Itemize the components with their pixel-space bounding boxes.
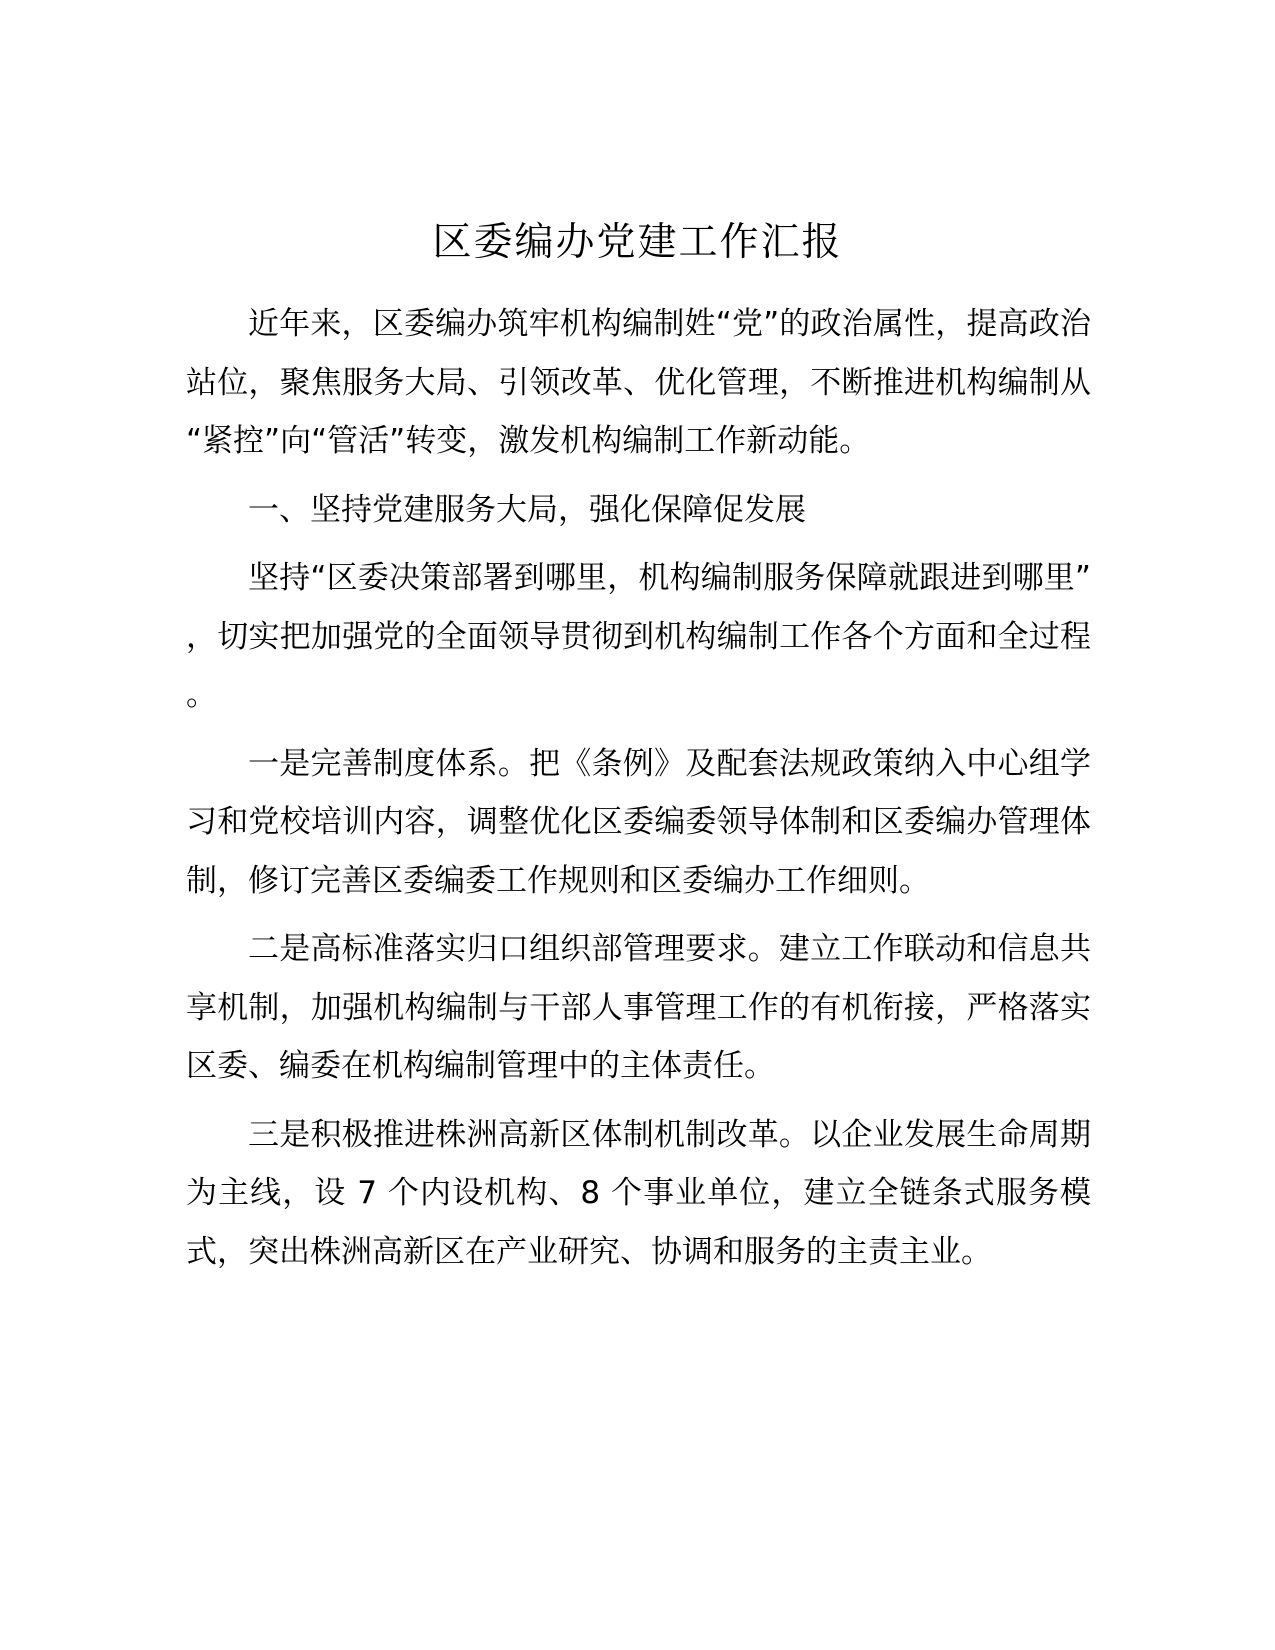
document-body [186,295,1091,1291]
paragraph-point-3: 三是积极推进株洲高新区体制机制改革。以企业发展生命周期为主线，设 7 个内设机构、8 个事业单位，建立全链条式服务模式，突出株洲高新区在产业研究、协调和服务的主责主业。 [186,1116,1091,1270]
paragraph-point-1: 一是完善制度体系。把《条例》及配套法规政策纳入中心组学习和党校培训内容，调整优化区委编委领导体制和区委编办管理体制，修订完善区委编委工作规则和区委编办工作细则。 [186,745,1091,899]
paragraph-intro: 近年来，区委编办筑牢机构编制姓“党”的政治属性，提高政治站位，聚焦服务大局、引领改革、优化管理，不断推进机构编制从“紧控”向“管活”转变，激发机构编制工作新动能。 [186,306,1091,459]
section-heading-1: 一、坚持党建服务大局，强化保障促发展 [248,491,806,528]
document-title: 区委编办党建工作汇报 [432,220,843,265]
paragraph-section-summary: 坚持“区委决策部署到哪里，机构编制服务保障就跟进到哪里”，切实把加强党的全面领导贯彻到机构编制工作各个方面和全过程。 [186,560,1091,713]
paragraph-point-2: 二是高标准落实归口组织部管理要求。建立工作联动和信息共享机制，加强机构编制与干部人事管理工作的有机衔接，严格落实区委、编委在机构编制管理中的主体责任。 [186,931,1091,1084]
